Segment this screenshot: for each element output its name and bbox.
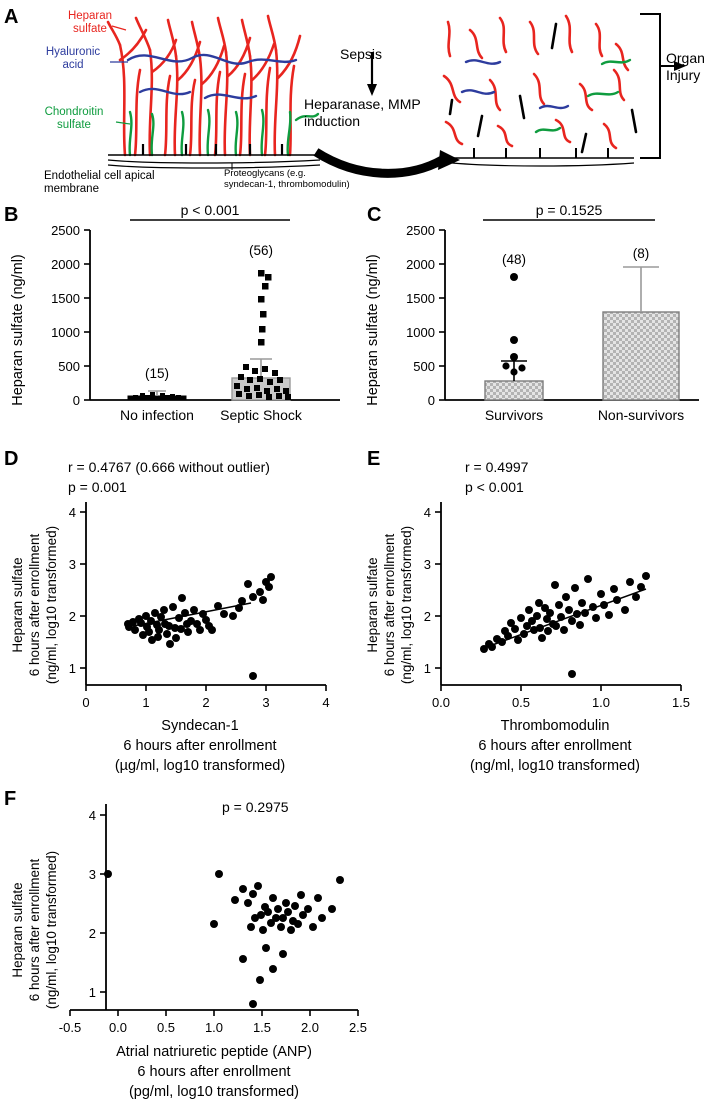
proteoglycans-line1: Proteoglycans (e.g. bbox=[224, 168, 306, 179]
svg-text:1.0: 1.0 bbox=[204, 1020, 224, 1035]
hyaluronic-line2: acid bbox=[62, 59, 84, 71]
svg-text:p = 0.001: p = 0.001 bbox=[68, 479, 127, 495]
svg-text:6 hours after enrollment: 6 hours after enrollment bbox=[27, 858, 42, 1002]
panel-e-letter: E bbox=[367, 448, 381, 470]
svg-text:(56): (56) bbox=[248, 243, 274, 258]
panel-a-proteoglycans-label bbox=[224, 168, 364, 190]
svg-text:2: 2 bbox=[68, 609, 76, 624]
svg-text:2.0: 2.0 bbox=[300, 1020, 320, 1035]
svg-text:0: 0 bbox=[427, 393, 435, 408]
proteoglycans-line2: syndecan-1, thrombomodulin) bbox=[224, 179, 350, 190]
svg-text:2: 2 bbox=[202, 695, 210, 710]
svg-text:1: 1 bbox=[68, 661, 76, 676]
svg-text:(8): (8) bbox=[632, 246, 650, 261]
svg-text:(ng/ml, log10 transformed): (ng/ml, log10 transformed) bbox=[399, 525, 414, 685]
svg-text:6 hours after enrollment: 6 hours after enrollment bbox=[27, 533, 42, 677]
svg-text:Septic Shock: Septic Shock bbox=[220, 407, 302, 423]
svg-text:No infection: No infection bbox=[120, 407, 194, 423]
svg-text:Heparan sulfate (ng/ml): Heparan sulfate (ng/ml) bbox=[365, 254, 381, 406]
svg-text:r = 0.4767 (0.666 without outl: r = 0.4767 (0.666 without outlier) bbox=[68, 459, 270, 475]
svg-text:p = 0.2975: p = 0.2975 bbox=[222, 799, 289, 815]
svg-text:6 hours after enrollment: 6 hours after enrollment bbox=[478, 738, 632, 754]
svg-text:500: 500 bbox=[58, 359, 80, 374]
heparanase-line1: Heparanase, MMP bbox=[304, 96, 421, 112]
svg-text:1000: 1000 bbox=[51, 325, 80, 340]
svg-text:(ng/ml, log10 transformed): (ng/ml, log10 transformed) bbox=[469, 758, 641, 774]
panel-e-chart bbox=[355, 440, 709, 780]
panel-a-chondroitin-label bbox=[34, 106, 114, 132]
svg-text:Atrial natriuretic peptide (AN: Atrial natriuretic peptide (ANP) bbox=[116, 1044, 312, 1060]
svg-text:Heparan sulfate: Heparan sulfate bbox=[365, 557, 380, 653]
svg-text:1500: 1500 bbox=[406, 291, 435, 306]
organ-line2: Injury bbox=[666, 67, 701, 83]
svg-text:Non-survivors: Non-survivors bbox=[597, 407, 685, 423]
svg-text:0: 0 bbox=[72, 393, 80, 408]
svg-text:0.0: 0.0 bbox=[108, 1020, 128, 1035]
svg-text:1: 1 bbox=[88, 985, 96, 1000]
svg-text:2500: 2500 bbox=[51, 223, 80, 238]
svg-text:4: 4 bbox=[88, 808, 96, 823]
panel-a-letter: A bbox=[4, 6, 19, 28]
panel-a-hyaluronic-label bbox=[38, 46, 108, 72]
svg-text:Heparan sulfate (ng/ml): Heparan sulfate (ng/ml) bbox=[10, 254, 26, 406]
svg-text:2500: 2500 bbox=[406, 223, 435, 238]
svg-text:3: 3 bbox=[88, 867, 96, 882]
panel-f-letter: F bbox=[4, 788, 17, 810]
svg-text:(15): (15) bbox=[144, 366, 170, 381]
svg-text:6 hours after enrollment: 6 hours after enrollment bbox=[382, 533, 397, 677]
svg-text:1.5: 1.5 bbox=[671, 695, 691, 710]
svg-text:4: 4 bbox=[68, 505, 76, 520]
svg-text:2000: 2000 bbox=[406, 257, 435, 272]
panel-d-letter: D bbox=[4, 448, 19, 470]
panel-a-membrane-label bbox=[44, 170, 204, 196]
svg-text:4: 4 bbox=[322, 695, 330, 710]
svg-text:Syndecan-1: Syndecan-1 bbox=[161, 718, 239, 734]
panel-d-chart bbox=[0, 440, 355, 780]
svg-text:(ng/ml, log10 transformed): (ng/ml, log10 transformed) bbox=[44, 850, 59, 1010]
svg-text:(pg/ml, log10 transformed): (pg/ml, log10 transformed) bbox=[128, 1084, 300, 1100]
svg-text:p = 0.1525: p = 0.1525 bbox=[535, 202, 603, 218]
heparan-line2: sulfate bbox=[73, 23, 107, 35]
panel-a-organ-injury-label bbox=[666, 50, 709, 84]
svg-text:4: 4 bbox=[423, 505, 431, 520]
svg-text:2.5: 2.5 bbox=[348, 1020, 368, 1035]
heparan-line1: Heparan bbox=[67, 10, 113, 22]
svg-text:(µg/ml, log10 transformed): (µg/ml, log10 transformed) bbox=[114, 758, 286, 774]
svg-text:1.5: 1.5 bbox=[252, 1020, 272, 1035]
heparanase-line2: induction bbox=[304, 113, 361, 129]
panel-a-heparanase-label bbox=[304, 96, 434, 130]
svg-text:-0.5: -0.5 bbox=[58, 1020, 82, 1035]
svg-text:p < 0.001: p < 0.001 bbox=[465, 479, 524, 495]
svg-text:2000: 2000 bbox=[51, 257, 80, 272]
panel-a-sepsis-label: Sepsis bbox=[340, 46, 383, 62]
svg-text:1: 1 bbox=[142, 695, 150, 710]
svg-text:Heparan sulfate: Heparan sulfate bbox=[10, 557, 25, 653]
svg-text:3: 3 bbox=[68, 557, 76, 572]
panel-a-heparan-label bbox=[62, 10, 118, 36]
svg-text:2: 2 bbox=[423, 609, 431, 624]
svg-text:6 hours after enrollment: 6 hours after enrollment bbox=[123, 738, 277, 754]
svg-text:Heparan sulfate: Heparan sulfate bbox=[10, 882, 25, 978]
svg-text:1.0: 1.0 bbox=[591, 695, 611, 710]
svg-text:1500: 1500 bbox=[51, 291, 80, 306]
membrane-line2: membrane bbox=[44, 183, 99, 195]
svg-text:3: 3 bbox=[262, 695, 270, 710]
svg-text:1: 1 bbox=[423, 661, 431, 676]
chondroitin-line2: sulfate bbox=[57, 119, 91, 131]
panel-b-letter: B bbox=[4, 204, 19, 226]
svg-text:Survivors: Survivors bbox=[484, 407, 544, 423]
chondroitin-line1: Chondroitin bbox=[44, 106, 104, 118]
svg-text:500: 500 bbox=[413, 359, 435, 374]
svg-text:0.5: 0.5 bbox=[156, 1020, 176, 1035]
svg-text:3: 3 bbox=[423, 557, 431, 572]
panel-c-chart bbox=[355, 200, 709, 430]
svg-text:6 hours after enrollment: 6 hours after enrollment bbox=[137, 1064, 291, 1080]
svg-text:1000: 1000 bbox=[406, 325, 435, 340]
svg-text:0: 0 bbox=[82, 695, 90, 710]
panel-c-letter: C bbox=[367, 204, 382, 226]
svg-text:(ng/ml, log10 transformed): (ng/ml, log10 transformed) bbox=[44, 525, 59, 685]
svg-text:p < 0.001: p < 0.001 bbox=[180, 202, 240, 218]
svg-text:2: 2 bbox=[88, 926, 96, 941]
svg-text:r = 0.4997: r = 0.4997 bbox=[465, 459, 529, 475]
hyaluronic-line1: Hyaluronic bbox=[45, 46, 101, 58]
membrane-line1: Endothelial cell apical bbox=[44, 170, 155, 182]
organ-line1: Organ bbox=[666, 50, 705, 66]
panel-f-chart bbox=[0, 780, 420, 1104]
panel-b-chart bbox=[0, 200, 355, 430]
svg-text:0.0: 0.0 bbox=[431, 695, 451, 710]
svg-text:(48): (48) bbox=[501, 252, 527, 267]
svg-text:Thrombomodulin: Thrombomodulin bbox=[500, 718, 610, 734]
svg-text:0.5: 0.5 bbox=[511, 695, 531, 710]
